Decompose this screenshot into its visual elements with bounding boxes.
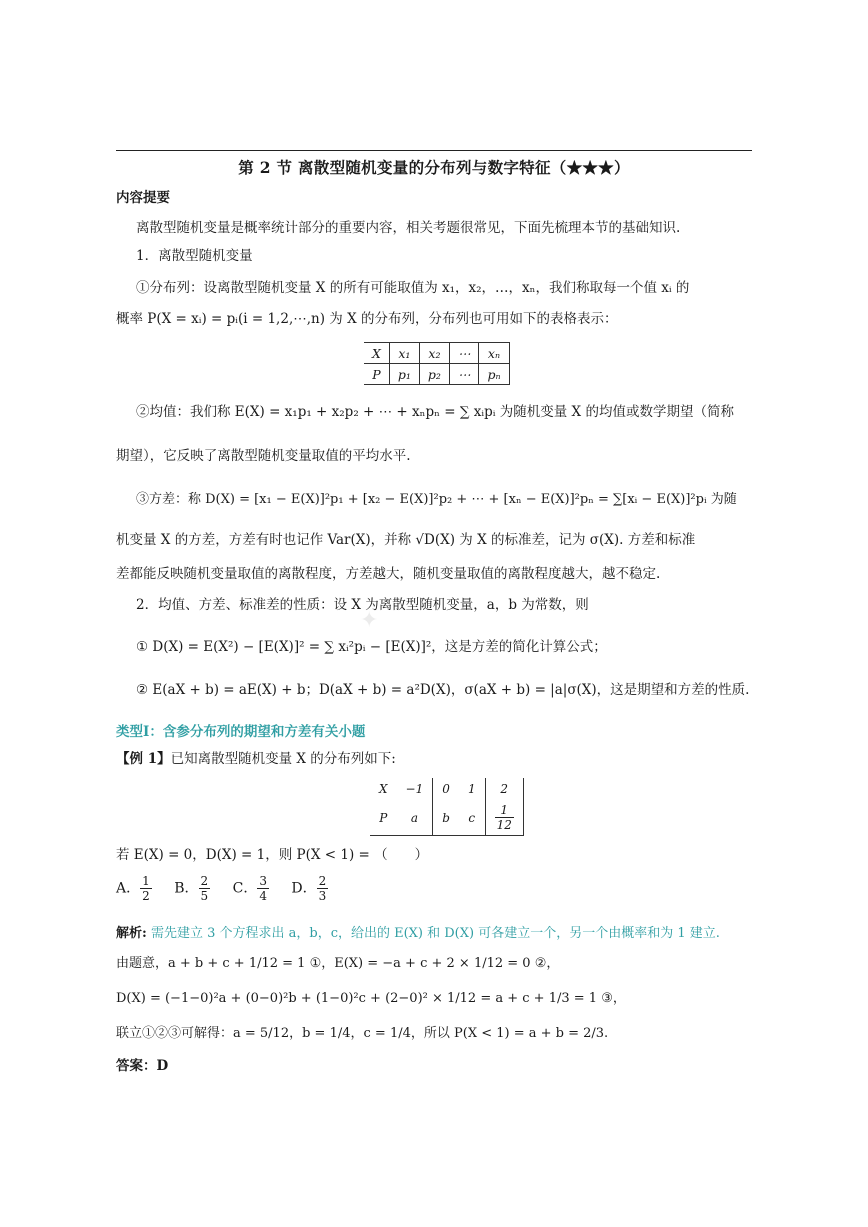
table-cell: x₂ bbox=[419, 343, 449, 364]
section-title: 第 2 节 离散型随机变量的分布列与数字特征（★★★） bbox=[238, 158, 630, 177]
answer-choices bbox=[116, 874, 346, 903]
fraction bbox=[199, 874, 211, 903]
table-row bbox=[364, 364, 509, 385]
table-cell: X bbox=[379, 782, 388, 796]
table-cell: pₙ bbox=[479, 364, 509, 385]
choice-label: A． bbox=[116, 880, 141, 897]
example-text: 已知离散型随机变量 X 的分布列如下: bbox=[170, 751, 396, 767]
solution-line-1 bbox=[116, 925, 720, 943]
choice-d[interactable] bbox=[291, 874, 328, 903]
choice-a[interactable] bbox=[116, 874, 152, 903]
table-cell: P bbox=[370, 800, 397, 836]
fraction-denominator: 3 bbox=[318, 889, 327, 903]
solution-line-2: 由题意，a + b + c + 1/12 = 1 ①，E(X) = −a + c + 2 × 1/12 = 0 ②， bbox=[116, 956, 560, 971]
variance-line-3: 差都能反映随机变量取值的离散程度，方差越大，随机变量取值的离散程度越大，越不稳定. bbox=[116, 566, 661, 582]
table-cell: −1 bbox=[405, 782, 424, 796]
table-cell: ⋯ bbox=[449, 364, 479, 385]
solution-hint: 需先建立 3 个方程求出 a，b，c，给出的 E(X) 和 D(X) 可各建立一个，另一个由概率和为 1 建立. bbox=[150, 926, 720, 941]
table-cell: X bbox=[364, 343, 389, 364]
table-cell: x₁ bbox=[389, 343, 419, 364]
fraction bbox=[257, 874, 269, 903]
header-rule bbox=[116, 150, 752, 151]
fraction-denominator: 2 bbox=[142, 889, 150, 903]
table-row bbox=[364, 343, 509, 364]
table-row bbox=[370, 778, 523, 800]
choice-label: D． bbox=[291, 880, 317, 897]
fraction-numerator: 2 bbox=[318, 874, 327, 888]
solution-line-4: 联立①②③可解得：a = 5/12，b = 1/4，c = 1/4，所以 P(X < 1) = a + b = 2/3. bbox=[116, 1026, 609, 1041]
mean-line-1: ②均值：我们称 E(X) = x₁p₁ + x₂p₂ + ⋯ + xₙpₙ = ∑ xᵢpᵢ 为随机变量 X 的均值或数学期望（简称 bbox=[136, 404, 734, 420]
fraction-denominator: 5 bbox=[200, 889, 209, 903]
table-cell: xₙ bbox=[479, 343, 509, 364]
choice-b[interactable] bbox=[174, 874, 210, 903]
table-cell: 0 bbox=[433, 778, 459, 800]
table-cell: b bbox=[433, 800, 459, 836]
table-cell: 1 bbox=[467, 782, 476, 796]
distribution-table-example bbox=[370, 778, 524, 836]
fraction bbox=[140, 874, 152, 903]
item2-heading: 2．均值、方差、标准差的性质：设 X 为离散型随机变量，a，b 为常数，则 bbox=[136, 597, 589, 613]
example-label: 【例 1】 bbox=[116, 751, 171, 767]
fraction-numerator: 3 bbox=[259, 874, 267, 888]
variance-line-2: 机变量 X 的方差，方差有时也记作 Var(X)，并称 √D(X) 为 X 的标准差，记为 σ(X). 方差和标准 bbox=[116, 532, 696, 548]
table-cell: a bbox=[397, 800, 433, 836]
mean-line-2: 期望），它反映了离散型随机变量取值的平均水平. bbox=[116, 448, 411, 464]
fraction-numerator: 1 bbox=[142, 874, 150, 888]
fraction bbox=[495, 803, 514, 832]
question-text: 若 E(X) = 0，D(X) = 1，则 P(X < 1) = （ ） bbox=[116, 847, 429, 863]
fraction-numerator: 2 bbox=[200, 874, 209, 888]
table-cell: 2 bbox=[485, 778, 523, 800]
property-2: ② E(aX + b) = aE(X) + b；D(aX + b) = a²D(X)，σ(aX + b) = |a|σ(X)，这是期望和方差的性质. bbox=[136, 682, 750, 698]
answer-line: 答案：D bbox=[116, 1058, 169, 1074]
table-row bbox=[370, 800, 523, 836]
table-cell: c bbox=[459, 800, 485, 836]
distribution-table-general bbox=[364, 342, 510, 385]
table-cell: p₁ bbox=[389, 364, 419, 385]
intro-paragraph: 离散型随机变量是概率统计部分的重要内容，相关考题很常见，下面先梳理本节的基础知识. bbox=[136, 220, 681, 236]
table-cell: P bbox=[364, 364, 389, 385]
table-cell bbox=[485, 800, 523, 836]
table-cell: ⋯ bbox=[449, 343, 479, 364]
solution-label: 解析: bbox=[116, 926, 147, 941]
choice-label: C． bbox=[232, 880, 258, 897]
type-heading: 类型Ⅰ：含参分布列的期望和方差有关小题 bbox=[116, 724, 366, 740]
fraction-denominator: 4 bbox=[259, 889, 267, 903]
property-1: ① D(X) = E(X²) − [E(X)]² = ∑ xᵢ²pᵢ − [E(X)]²，这是方差的简化计算公式； bbox=[136, 639, 607, 655]
section-label: 内容提要 bbox=[116, 190, 170, 206]
pmf-line-2: 概率 P(X = xᵢ) = pᵢ(i = 1,2,⋯,n) 为 X 的分布列，分布列也可用如下的表格表示： bbox=[116, 311, 618, 327]
watermark: ✦ bbox=[360, 608, 381, 633]
choice-label: B． bbox=[174, 880, 199, 897]
item1-heading: 1．离散型随机变量 bbox=[136, 248, 253, 264]
table-cell: p₂ bbox=[419, 364, 449, 385]
pmf-line-1: ①分布列：设离散型随机变量 X 的所有可能取值为 x₁，x₂，…，xₙ，我们称取每一个值 xᵢ 的 bbox=[136, 280, 690, 296]
choice-c[interactable] bbox=[233, 874, 269, 903]
fraction bbox=[317, 874, 329, 903]
fraction-denominator: 12 bbox=[496, 818, 512, 832]
variance-line-1: ③方差：称 D(X) = [x₁ − E(X)]²p₁ + [x₂ − E(X)]²p₂ + ⋯ + [xₙ − E(X)]²pₙ = ∑[xᵢ − E(X)]²pᵢ 为随 bbox=[136, 492, 737, 507]
solution-line-3: D(X) = (−1−0)²a + (0−0)²b + (1−0)²c + (2−0)² × 1/12 = a + c + 1/3 = 1 ③， bbox=[116, 991, 626, 1006]
example-1 bbox=[116, 750, 396, 768]
fraction-numerator: 1 bbox=[495, 803, 514, 818]
